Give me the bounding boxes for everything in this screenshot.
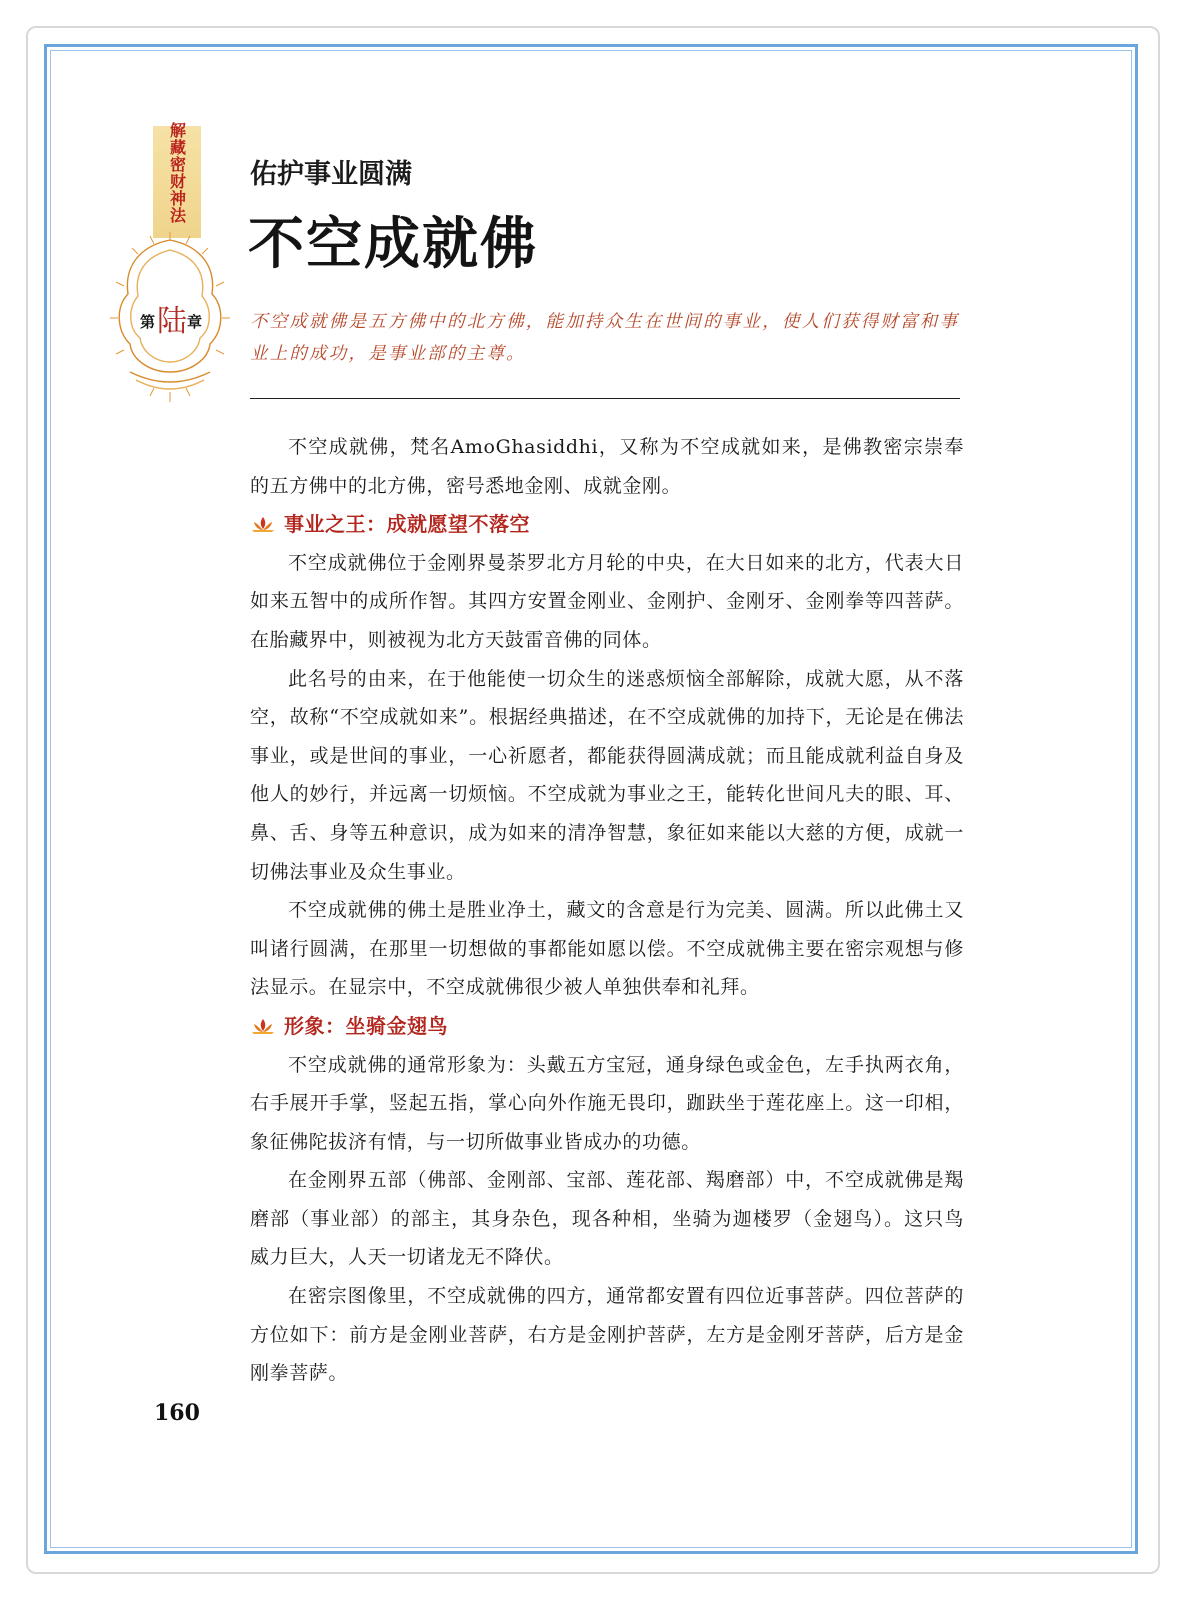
lotus-icon (250, 1017, 276, 1035)
section-heading (250, 505, 964, 544)
page-subtitle: 佑护事业圆满 (250, 159, 412, 190)
paragraph: 不空成就佛的佛土是胜业净土，藏文的含意是行为完美、圆满。所以此佛土又叫诸行圆满，在那里一切想做的事都能如愿以偿。不空成就佛主要在密宗观想与修法显示。在显宗中，不空成就佛很少被人单独供奉和礼拜。 (250, 899, 964, 999)
page-title: 不空成就佛 (248, 211, 538, 277)
side-tab (153, 122, 201, 238)
page-number: 160 (154, 1400, 200, 1426)
paragraph: 不空成就佛，梵名AmoGhasiddhi，又称为不空成就如来，是佛教密宗崇奉的五方佛中的北方佛，密号悉地金刚、成就金刚。 (250, 436, 964, 497)
paragraph: 在金刚界五部（佛部、金刚部、宝部、莲花部、羯磨部）中，不空成就佛是羯磨部（事业部）的部主，其身杂色，现各种相，坐骑为迦楼罗（金翅鸟）。这只鸟威力巨大，人天一切诸龙无不降伏。 (250, 1169, 964, 1269)
side-tab-label: 解藏密财神法 (167, 122, 187, 224)
chapter-number: 陆 (157, 304, 187, 339)
paragraph: 不空成就佛位于金刚界曼荼罗北方月轮的中央，在大日如来的北方，代表大日如来五智中的成所作智。其四方安置金刚业、金刚护、金刚牙、金刚拳等四菩萨。在胎藏界中，则被视为北方天鼓雷音佛的同体。 (250, 551, 964, 651)
intro-summary: 不空成就佛是五方佛中的北方佛，能加持众生在世间的事业，使人们获得财富和事业上的成功，是事业部的主尊。 (250, 312, 960, 364)
paragraph: 在密宗图像里，不空成就佛的四方，通常都安置有四位近事菩萨。四位菩萨的方位如下：前方是金刚业菩萨，右方是金刚护菩萨，左方是金刚牙菩萨，后方是金刚拳菩萨。 (250, 1285, 964, 1385)
section-heading (250, 1007, 964, 1046)
header-divider (250, 398, 960, 399)
lotus-icon (250, 515, 276, 533)
paragraph: 不空成就佛的通常形象为：头戴五方宝冠，通身绿色或金色，左手执两衣角，右手展开手掌，竖起五指，掌心向外作施无畏印，跏趺坐于莲花座上。这一印相，象征佛陀拔济有情，与一切所做事业皆成办的功德。 (250, 1053, 964, 1153)
article-body (250, 428, 964, 1393)
chapter-suffix: 章 (187, 313, 203, 331)
section-title: 事业之王：成就愿望不落空 (284, 512, 530, 537)
section-title: 形象：坐骑金翅鸟 (284, 1013, 448, 1038)
chapter-prefix: 第 (140, 313, 156, 331)
paragraph: 此名号的由来，在于他能使一切众生的迷惑烦恼全部解除，成就大愿，从不落空，故称“不空成就如来”。根据经典描述，在不空成就佛的加持下，无论是在佛法事业，或是世间的事业，一心祈愿者，都能获得圆满成就；而且能成就利益自身及他人的妙行，并远离一切烦恼。不空成就为事业之王，能转化世间凡夫的眼、耳、鼻、舌、身等五种意识，成为如来的清净智慧，象征如来能以大慈的方便，成就一切佛法事业及众生事业。 (250, 667, 964, 883)
